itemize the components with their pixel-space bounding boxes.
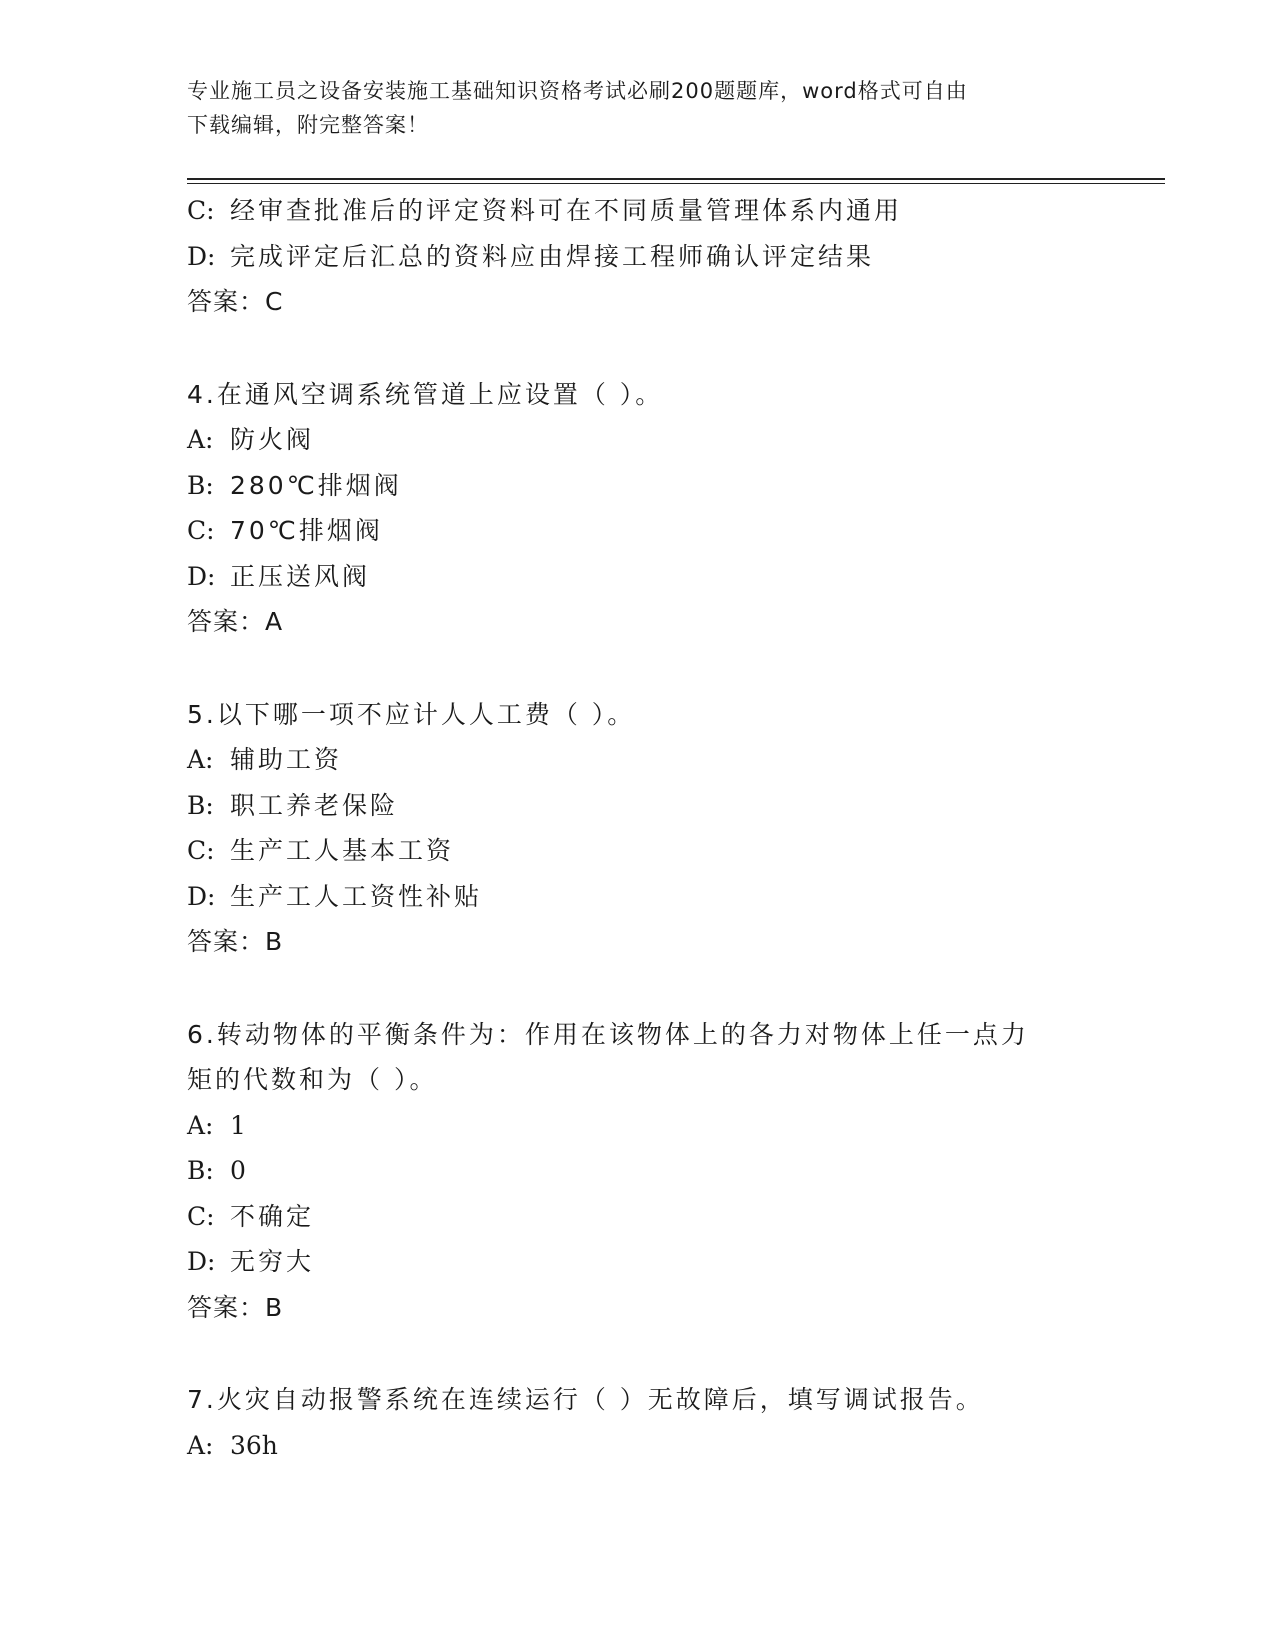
answer: 答案：B (187, 927, 284, 956)
option-text: 无穷大 (230, 1247, 315, 1276)
option-d: D: 无穷大 (187, 1247, 315, 1276)
answer: 答案：A (187, 607, 284, 636)
option-text: 0 (230, 1156, 246, 1185)
option-text: 正压送风阀 (230, 561, 371, 591)
option-d: D: 完成评定后汇总的资料应由焊接工程师确认评定结果 (187, 241, 875, 271)
option-b: B: 职工养老保险 (187, 790, 399, 820)
option-text: 280℃排烟阀 (230, 470, 402, 500)
answer: 答案：C (187, 287, 284, 316)
question-4 (187, 372, 1147, 645)
question-6 (187, 1012, 1147, 1331)
option-text: 1 (230, 1110, 246, 1140)
option-b: B: 0 (187, 1156, 246, 1185)
option-d: D: 正压送风阀 (187, 561, 371, 591)
question-3-tail (187, 188, 1147, 325)
option-text: 经审查批准后的评定资料可在不同质量管理体系内通用 (230, 196, 903, 225)
header-line-2: 下载编辑，附完整答案！ (187, 113, 429, 137)
question-stem: 7.火灾自动报警系统在连续运行（ ）无故障后，填写调试报告。 (187, 1385, 984, 1414)
header-line-1: 专业施工员之设备安装施工基础知识资格考试必刷200题题库，word格式可自由 (187, 79, 968, 103)
option-c: C: 70℃排烟阀 (187, 516, 383, 545)
option-c: C: 不确定 (187, 1201, 315, 1231)
option-text: 职工养老保险 (230, 790, 399, 820)
question-stem: 4.在通风空调系统管道上应设置（ ）。 (187, 379, 664, 409)
option-c: C: 生产工人基本工资 (187, 836, 455, 865)
question-stem: 5.以下哪一项不应计人人工费（ ）。 (187, 699, 636, 729)
option-a: A: 防火阀 (187, 425, 315, 454)
option-a: A: 辅助工资 (187, 745, 343, 774)
option-text: 生产工人基本工资 (230, 836, 455, 865)
option-d: D: 生产工人工资性补贴 (187, 881, 483, 911)
question-stem-line-1: 6.转动物体的平衡条件为：作用在该物体上的各力对物体上任一点力 (187, 1019, 1029, 1049)
question-7 (187, 1377, 1147, 1468)
header-rule-thin (187, 183, 1165, 184)
answer: 答案：B (187, 1292, 284, 1322)
option-text: 辅助工资 (230, 745, 343, 774)
question-5 (187, 692, 1147, 965)
option-text: 70℃排烟阀 (230, 516, 383, 545)
question-stem-line-2: 矩的代数和为（ ）。 (187, 1065, 438, 1094)
option-text: 36h (230, 1430, 278, 1460)
question-list (187, 188, 1147, 1468)
header-rule-thick (187, 178, 1165, 180)
option-a: A: 36h (187, 1430, 278, 1460)
option-text: 不确定 (230, 1201, 315, 1231)
document-header (187, 74, 1087, 142)
option-text: 防火阀 (230, 425, 315, 454)
option-c: C: 经审查批准后的评定资料可在不同质量管理体系内通用 (187, 196, 903, 225)
option-a: A: 1 (187, 1110, 246, 1140)
option-text: 完成评定后汇总的资料应由焊接工程师确认评定结果 (230, 241, 875, 271)
option-b: B: 280℃排烟阀 (187, 470, 402, 500)
option-text: 生产工人工资性补贴 (230, 881, 483, 911)
